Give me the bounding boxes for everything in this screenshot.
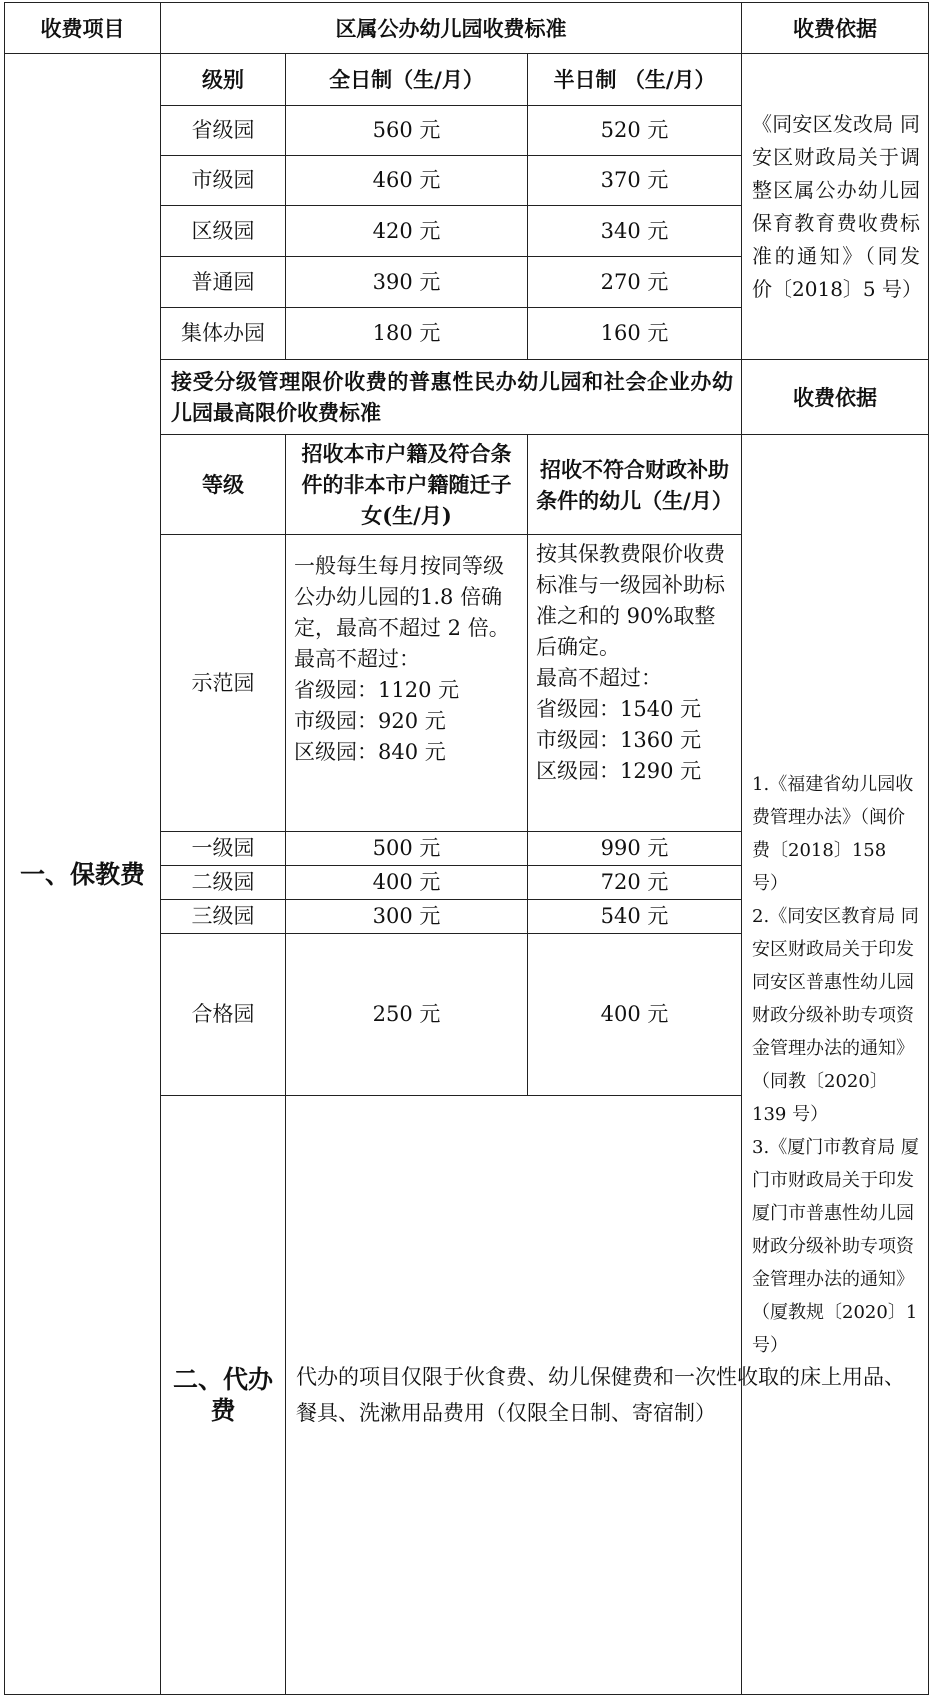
public-level: 集体办园 [161, 308, 286, 360]
public-col-level: 级别 [161, 54, 286, 106]
private-level: 一级园 [161, 832, 286, 866]
public-col-halfday: 半日制 （生/月） [528, 54, 742, 106]
private-level: 合格园 [161, 934, 286, 1096]
private-nonsubsidized-fee: 540 元 [528, 900, 742, 934]
private-nonsubsidized-fee: 720 元 [528, 866, 742, 900]
public-fullday-fee: 390 元 [286, 257, 528, 308]
public-fullday-fee: 180 元 [286, 308, 528, 360]
public-level: 市级园 [161, 156, 286, 206]
private-local-fee: 250 元 [286, 934, 528, 1096]
public-fullday-fee: 420 元 [286, 206, 528, 257]
public-halfday-fee: 160 元 [528, 308, 742, 360]
public-fullday-fee: 460 元 [286, 156, 528, 206]
public-halfday-fee: 370 元 [528, 156, 742, 206]
private-nonsubsidized-fee: 400 元 [528, 934, 742, 1096]
category-tuition: 一、保教费 [5, 54, 161, 1695]
fee-standard-table [4, 2, 929, 1695]
private-col-nonsubsidized: 招收不符合财政补助条件的幼儿（生/月） [528, 435, 742, 535]
public-level: 普通园 [161, 257, 286, 308]
private-local-fee: 400 元 [286, 866, 528, 900]
private-basis-text: 1.《福建省幼儿园收费管理办法》（闽价费〔2018〕158 号） 2.《同安区教育局 同安区财政局关于印发同安区普惠性幼儿园财政分级补助专项资金管理办法的通知》（同教〔2020〕139 号） 3.《厦门市教育局 厦门市财政局关于印发厦门市普惠性幼儿园财政分级补助专项资金管理办法的通知》（厦教规〔2020〕1 号） [742, 435, 929, 1695]
category-agency: 二、代办费 [161, 1096, 286, 1695]
private-col-level: 等级 [161, 435, 286, 535]
public-halfday-fee: 270 元 [528, 257, 742, 308]
private-local-fee: 500 元 [286, 832, 528, 866]
public-level: 区级园 [161, 206, 286, 257]
header-public-standard: 区属公办幼儿园收费标准 [161, 3, 742, 54]
private-local-fee: 300 元 [286, 900, 528, 934]
private-col-local: 招收本市户籍及符合条件的非本市户籍随迁子女(生/月) [286, 435, 528, 535]
private-level-demo: 示范园 [161, 535, 286, 832]
private-demo-local-text: 一般每生每月按同等级公办幼儿园的1.8 倍确定，最高不超过 2 倍。 最高不超过： 省级园：1120 元 市级园：920 元 区级园：840 元 [286, 535, 528, 832]
public-level: 省级园 [161, 106, 286, 156]
public-subheader-row [5, 54, 929, 106]
private-basis-header: 收费依据 [742, 360, 929, 435]
private-nonsubsidized-fee: 990 元 [528, 832, 742, 866]
public-halfday-fee: 340 元 [528, 206, 742, 257]
header-row [5, 3, 929, 54]
public-col-fullday: 全日制（生/月） [286, 54, 528, 106]
public-basis-text: 《同安区发改局 同安区财政局关于调整区属公办幼儿园保育教育费收费标准的通知》（同发价〔2018〕5 号） [742, 54, 929, 360]
private-section-title: 接受分级管理限价收费的普惠性民办幼儿园和社会企业办幼儿园最高限价收费标准 [161, 360, 742, 435]
public-halfday-fee: 520 元 [528, 106, 742, 156]
private-demo-nonsubsidized-text: 按其保教费限价收费标准与一级园补助标准之和的 90%取整后确定。 最高不超过： 省级园：1540 元 市级园：1360 元 区级园：1290 元 [528, 535, 742, 832]
agency-text: 代办的项目仅限于伙食费、幼儿保健费和一次性收取的床上用品、餐具、洗漱用品费用（仅限全日制、寄宿制） [286, 1096, 929, 1695]
private-level: 三级园 [161, 900, 286, 934]
private-level: 二级园 [161, 866, 286, 900]
header-fee-basis: 收费依据 [742, 3, 929, 54]
public-fullday-fee: 560 元 [286, 106, 528, 156]
header-fee-item: 收费项目 [5, 3, 161, 54]
